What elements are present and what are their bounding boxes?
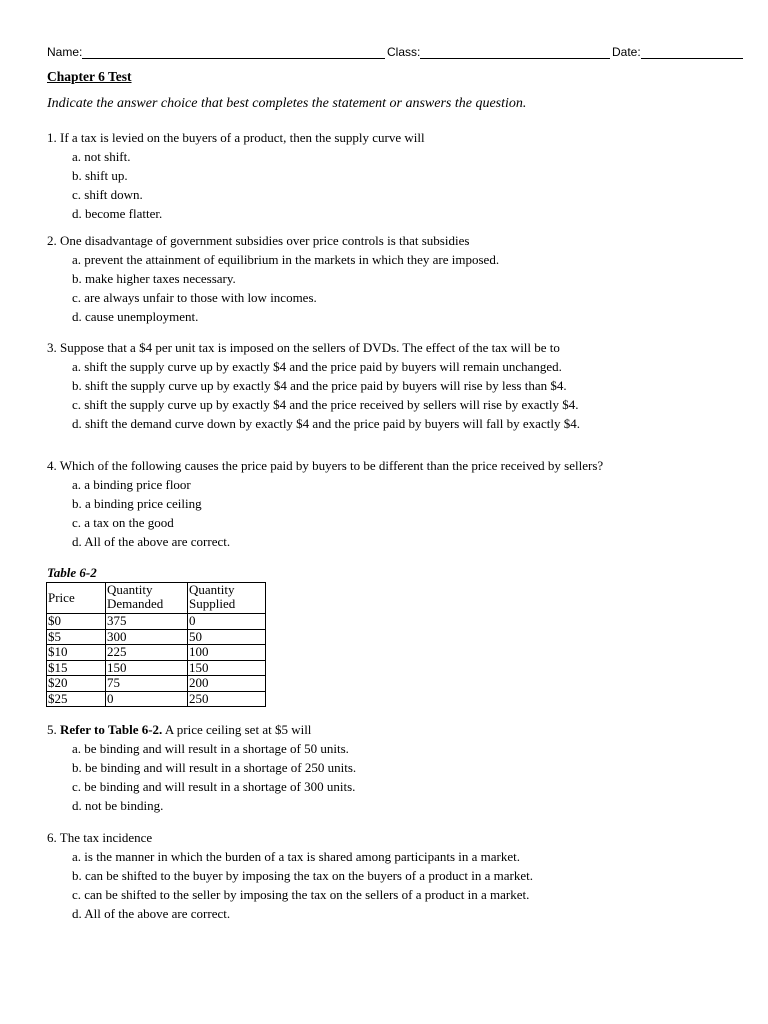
- table-row: [47, 660, 266, 676]
- answer-option: b. a binding price ceiling: [72, 496, 202, 511]
- question-4: [47, 457, 747, 551]
- cell-price: $10: [47, 645, 106, 661]
- cell-quantity-demanded: 75: [106, 676, 188, 692]
- question-5: [47, 721, 747, 815]
- class-label: Class:: [387, 45, 421, 59]
- cell-price: $5: [47, 629, 106, 645]
- table-row: [47, 645, 266, 661]
- date-field[interactable]: [612, 41, 743, 59]
- cell-quantity-supplied: 150: [188, 660, 266, 676]
- answer-option: d. All of the above are correct.: [72, 906, 231, 921]
- cell-quantity-demanded: 300: [106, 629, 188, 645]
- answer-option: b. can be shifted to the buyer by imposing the tax on the buyers of a product in a market.: [72, 868, 534, 883]
- cell-quantity-supplied: 50: [188, 629, 266, 645]
- question-stem: 2. One disadvantage of government subsidies over price controls is that subsidies: [47, 233, 470, 248]
- answer-option: a. shift the supply curve up by exactly $4 and the price paid by buyers will remain unchanged.: [72, 359, 562, 374]
- table-header-row: [47, 583, 266, 614]
- question-stem: 4. Which of the following causes the price paid by buyers to be different than the price received by sellers?: [47, 458, 604, 473]
- question-text: A price ceiling set at $5 will: [162, 722, 312, 737]
- date-blank-line[interactable]: [641, 44, 743, 59]
- name-blank-line[interactable]: [82, 44, 385, 59]
- question-3: [47, 339, 747, 433]
- question-stem: 6. The tax incidence: [47, 830, 153, 845]
- answer-option: d. All of the above are correct.: [72, 534, 231, 549]
- cell-quantity-supplied: 100: [188, 645, 266, 661]
- answer-option: b. make higher taxes necessary.: [72, 271, 236, 286]
- answer-option: b. be binding and will result in a shortage of 250 units.: [72, 760, 357, 775]
- answer-option: a. be binding and will result in a shortage of 50 units.: [72, 741, 349, 756]
- answer-option: a. is the manner in which the burden of a tax is shared among participants in a market.: [72, 849, 520, 864]
- cell-quantity-supplied: 200: [188, 676, 266, 692]
- answer-option: c. a tax on the good: [72, 515, 174, 530]
- answer-option: c. can be shifted to the seller by imposing the tax on the sellers of a product in a market.: [72, 887, 530, 902]
- table-row: [47, 629, 266, 645]
- answer-option: c. shift the supply curve up by exactly $4 and the price received by sellers will rise by exactly $4.: [72, 397, 579, 412]
- table-row: [47, 676, 266, 692]
- cell-quantity-supplied: 250: [188, 691, 266, 707]
- cell-quantity-supplied: 0: [188, 614, 266, 630]
- student-info-header: [47, 41, 743, 59]
- answer-option: d. not be binding.: [72, 798, 164, 813]
- answer-options: [47, 147, 747, 223]
- question-stem: 1. If a tax is levied on the buyers of a product, then the supply curve will: [47, 130, 425, 145]
- table-row: [47, 614, 266, 630]
- cell-price: $0: [47, 614, 106, 630]
- answer-option: c. are always unfair to those with low incomes.: [72, 290, 317, 305]
- class-blank-line[interactable]: [420, 44, 610, 59]
- instructions: Indicate the answer choice that best completes the statement or answers the question.: [47, 96, 527, 111]
- header-quantity-supplied: [188, 583, 266, 614]
- question-stem: 3. Suppose that a $4 per unit tax is imposed on the sellers of DVDs. The effect of the tax will be to: [47, 340, 560, 355]
- answer-option: c. shift down.: [72, 187, 143, 202]
- question-stem: [47, 721, 747, 739]
- class-field[interactable]: [387, 41, 610, 59]
- question-2: [47, 232, 747, 326]
- answer-option: d. shift the demand curve down by exactly $4 and the price paid by buyers will fall by exactly $4.: [72, 416, 580, 431]
- header-qd-line2: Demanded: [107, 596, 164, 611]
- answer-option: a. a binding price floor: [72, 477, 191, 492]
- answer-option: b. shift the supply curve up by exactly $4 and the price paid by buyers will rise by less than $4.: [72, 378, 567, 393]
- name-label: Name:: [47, 45, 83, 59]
- cell-quantity-demanded: 0: [106, 691, 188, 707]
- answer-option: a. prevent the attainment of equilibrium in the markets in which they are imposed.: [72, 252, 500, 267]
- answer-options: [47, 475, 747, 551]
- page-title: Chapter 6 Test: [47, 69, 132, 84]
- answer-options: [47, 357, 747, 433]
- answer-options: [47, 847, 747, 923]
- answer-option: d. become flatter.: [72, 206, 163, 221]
- table-reference: Refer to Table 6-2.: [60, 722, 163, 737]
- header-price: Price: [47, 583, 106, 614]
- answer-option: b. shift up.: [72, 168, 128, 183]
- answer-option: d. cause unemployment.: [72, 309, 199, 324]
- header-quantity-demanded: [106, 583, 188, 614]
- cell-price: $25: [47, 691, 106, 707]
- table-6-2: [46, 582, 266, 707]
- question-6: [47, 829, 747, 923]
- answer-options: [47, 250, 747, 326]
- header-qs-line2: Supplied: [189, 596, 236, 611]
- header-qd-line1: Quantity: [107, 582, 153, 597]
- question-number: 5.: [47, 722, 60, 737]
- header-qs-line1: Quantity: [189, 582, 235, 597]
- cell-quantity-demanded: 150: [106, 660, 188, 676]
- table-row: [47, 691, 266, 707]
- cell-quantity-demanded: 225: [106, 645, 188, 661]
- question-1: [47, 129, 747, 223]
- answer-option: a. not shift.: [72, 149, 131, 164]
- name-field[interactable]: [47, 41, 385, 59]
- answer-options: [47, 739, 747, 815]
- date-label: Date:: [612, 45, 641, 59]
- cell-price: $20: [47, 676, 106, 692]
- cell-price: $15: [47, 660, 106, 676]
- answer-option: c. be binding and will result in a shortage of 300 units.: [72, 779, 356, 794]
- cell-quantity-demanded: 375: [106, 614, 188, 630]
- table-caption: Table 6-2: [47, 565, 97, 580]
